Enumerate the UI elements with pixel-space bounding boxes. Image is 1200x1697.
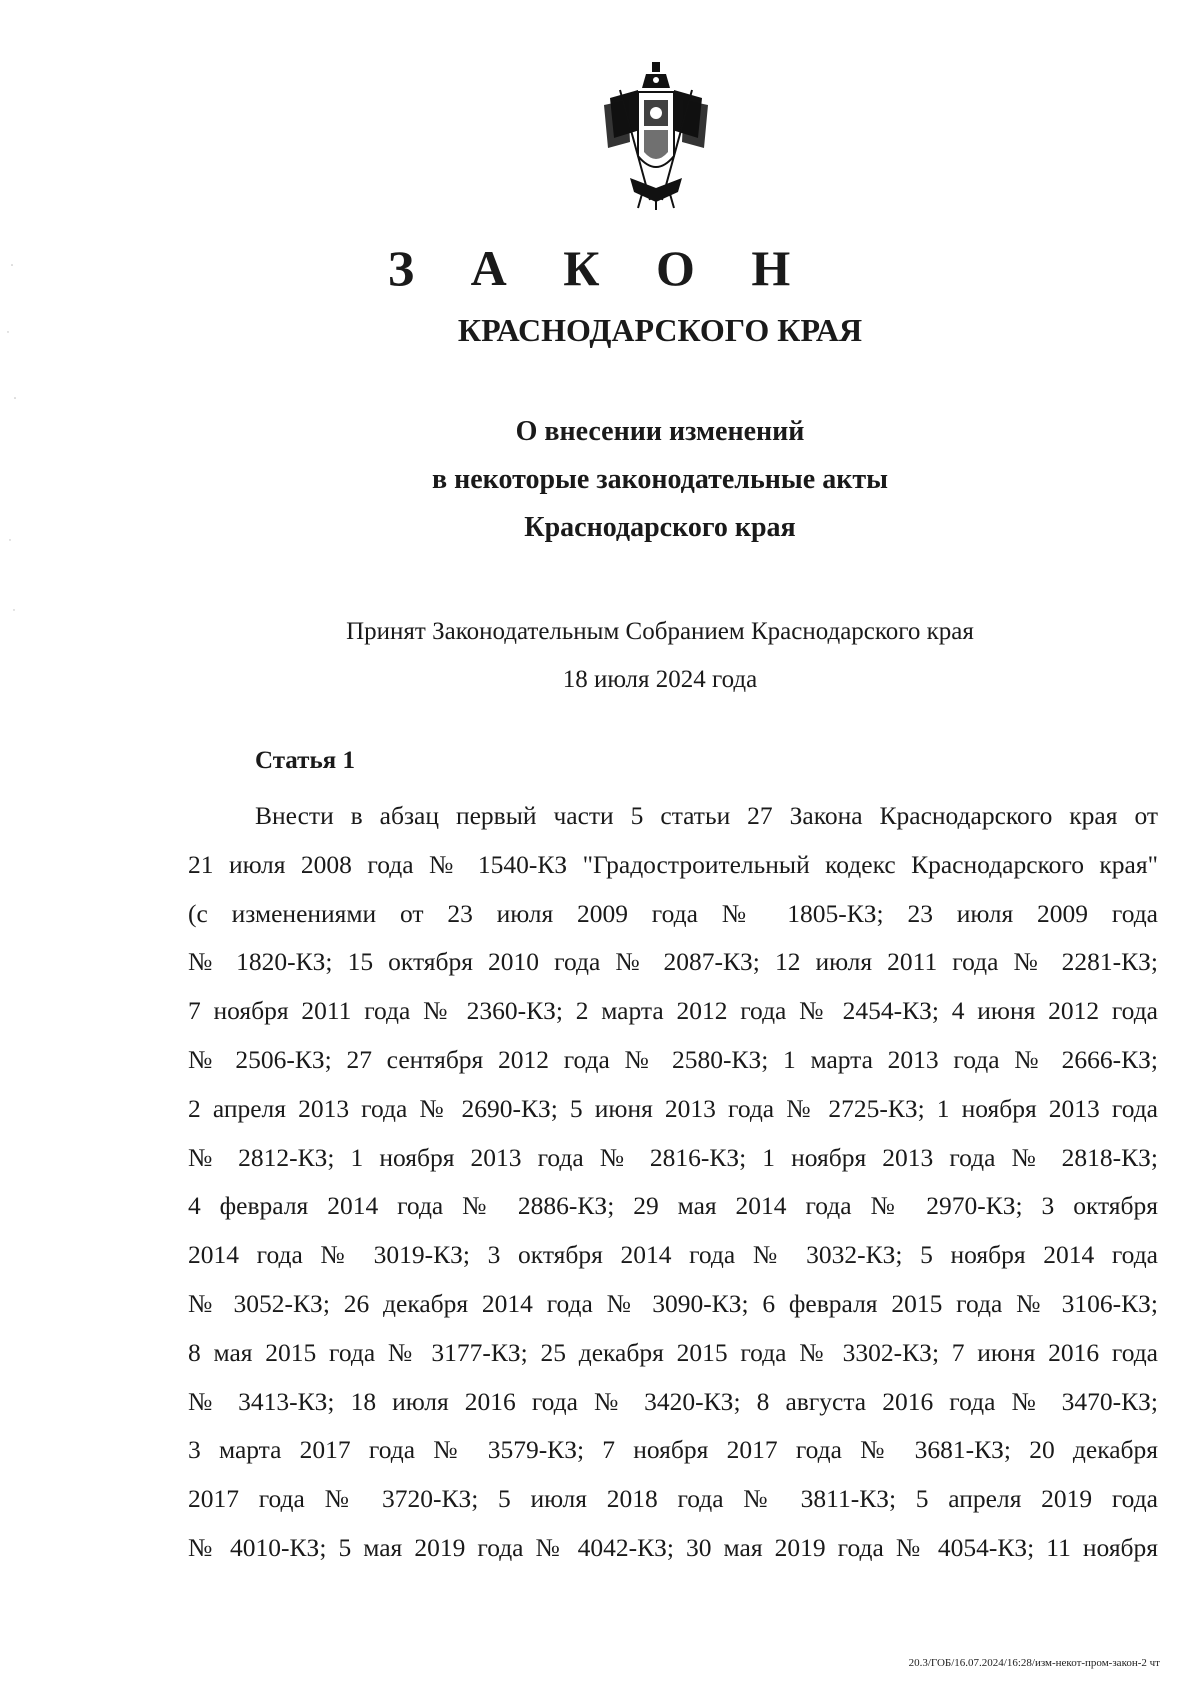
- subject-line: в некоторые законодательные акты: [432, 464, 888, 495]
- article-line: 3 марта 2017 года № 3579-КЗ; 7 ноября 2017 года № 3681-КЗ; 20 декабря: [188, 1435, 1158, 1465]
- subject-line: Краснодарского края: [524, 512, 796, 543]
- adoption-body: Принят Законодательным Собранием Краснодарского края: [346, 618, 974, 645]
- article-text: [188, 792, 1158, 1573]
- article-line: № 4010-КЗ; 5 мая 2019 года № 4042-КЗ; 30 мая 2019 года № 4054-КЗ; 11 ноября: [188, 1532, 1158, 1562]
- article-line: 8 мая 2015 года № 3177-КЗ; 25 декабря 2015 года № 3302-КЗ; 7 июня 2016 года: [188, 1337, 1158, 1367]
- subject-line: О внесении изменений: [515, 416, 805, 447]
- article-line: № 3413-КЗ; 18 июля 2016 года № 3420-КЗ; 8 августа 2016 года № 3470-КЗ;: [188, 1386, 1158, 1416]
- article-line: Внести в абзац первый части 5 статьи 27 Закона Краснодарского края от: [255, 801, 1158, 830]
- document-issuer: КРАСНОДАРСКОГО КРАЯ: [457, 312, 863, 348]
- article-line: 2014 года № 3019-КЗ; 3 октября 2014 года № 3032-КЗ; 5 ноября 2014 года: [188, 1240, 1158, 1270]
- article-line: № 1820-КЗ; 15 октября 2010 года № 2087-КЗ; 12 июля 2011 года № 2281-КЗ;: [188, 947, 1158, 977]
- document-title: З А К О Н: [387, 240, 813, 296]
- article-heading: Статья 1: [255, 747, 355, 774]
- article-line: 7 ноября 2011 года № 2360-КЗ; 2 марта 2012 года № 2454-КЗ; 4 июня 2012 года: [188, 996, 1158, 1026]
- article-line: № 3052-КЗ; 26 декабря 2014 года № 3090-КЗ; 6 февраля 2015 года № 3106-КЗ;: [188, 1288, 1158, 1318]
- article-line: 2 апреля 2013 года № 2690-КЗ; 5 июня 2013 года № 2725-КЗ; 1 ноября 2013 года: [188, 1093, 1158, 1123]
- article-line: № 2812-КЗ; 1 ноября 2013 года № 2816-КЗ; 1 ноября 2013 года № 2818-КЗ;: [188, 1142, 1158, 1172]
- document-subject: [260, 408, 1060, 552]
- article-line: 21 июля 2008 года № 1540-КЗ "Градостроительный кодекс Краснодарского края": [188, 849, 1158, 879]
- document-footer-code: 20.3/ГОБ/16.07.2024/16:28/изм-некот-пром-закон-2 чт: [908, 1657, 1160, 1669]
- article-line: 2017 года № 3720-КЗ; 5 июля 2018 года № 3811-КЗ; 5 апреля 2019 года: [188, 1484, 1158, 1514]
- coat-of-arms-emblem: [600, 60, 712, 210]
- article-line: № 2506-КЗ; 27 сентября 2012 года № 2580-КЗ; 1 марта 2013 года № 2666-КЗ;: [188, 1044, 1158, 1074]
- adoption-note: [210, 608, 1110, 704]
- adoption-date: 18 июля 2024 года: [562, 666, 758, 693]
- article-line: (с изменениями от 23 июля 2009 года № 1805-КЗ; 23 июля 2009 года: [188, 898, 1158, 928]
- article-line: 4 февраля 2014 года № 2886-КЗ; 29 мая 2014 года № 2970-КЗ; 3 октября: [188, 1191, 1158, 1221]
